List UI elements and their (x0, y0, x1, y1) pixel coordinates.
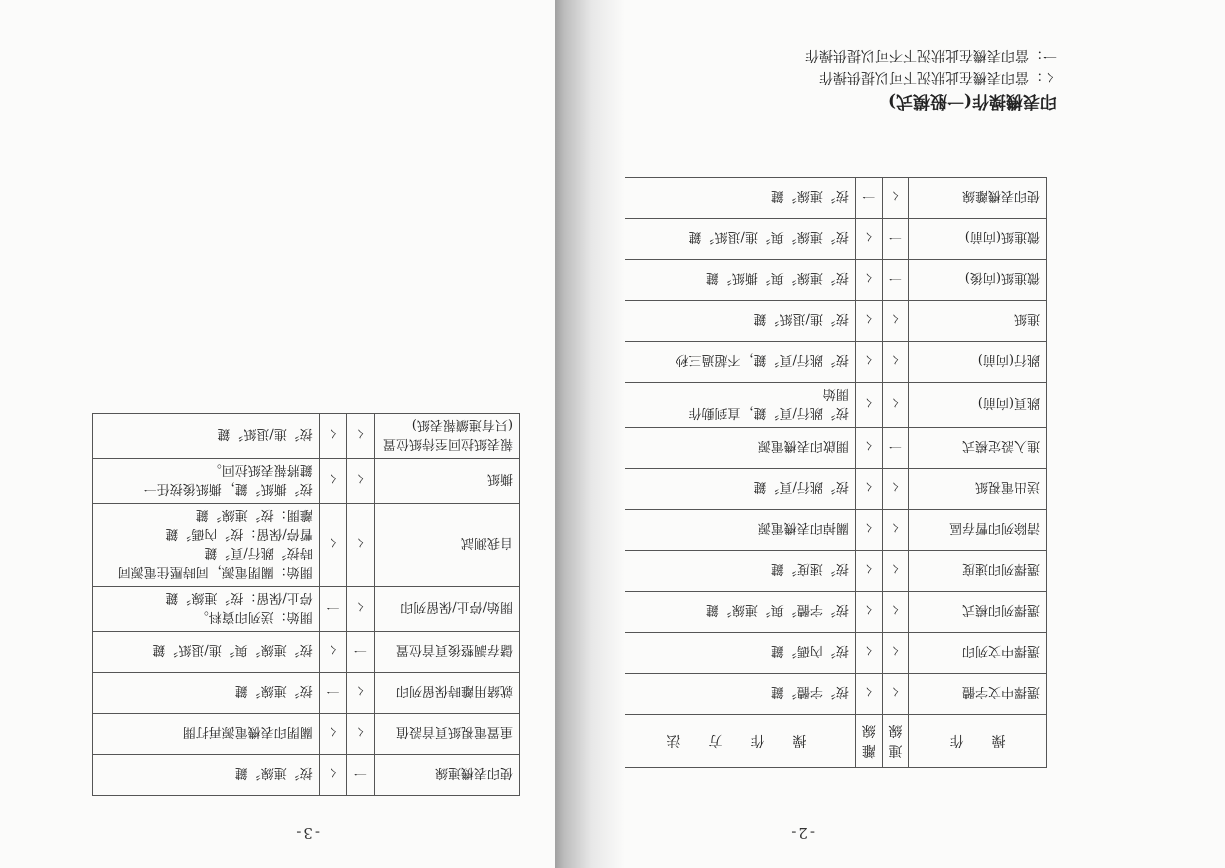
offline-mark: 一 (319, 673, 346, 714)
method-line: 時按〞跳行/頁〞鍵 (204, 545, 313, 560)
page-number: -3- (294, 824, 320, 842)
online-mark: ㄑ (882, 178, 909, 219)
operation-cell: 清除列印暫存區 (909, 510, 1047, 551)
table-header-row (618, 715, 1047, 768)
method-line: 按〞速度〞鍵 (770, 561, 849, 577)
offline-mark: ㄑ (319, 632, 346, 673)
document-title: 印表機操作(一般模式) (887, 91, 1057, 111)
online-mark: ㄑ (347, 459, 374, 504)
online-mark: 一 (347, 755, 374, 796)
method-cell (93, 459, 320, 504)
offline-mark: ㄑ (855, 428, 882, 469)
table-row (618, 178, 1047, 219)
operation-cell: 選擇中文列印 (909, 633, 1047, 674)
method-cell (618, 301, 856, 342)
table-row (618, 383, 1047, 428)
online-mark: ㄑ (882, 633, 909, 674)
method-line: 按〞連線〞與〞進/退紙〞鍵 (152, 642, 313, 658)
method-cell (618, 219, 856, 260)
table-row (618, 428, 1047, 469)
operation-cell: 微進紙(向後) (909, 260, 1047, 301)
table-row (93, 459, 520, 504)
offline-mark: ㄑ (319, 714, 346, 755)
method-line: 開始：關閉電源，同時壓住電源同 (117, 564, 313, 579)
table-row (618, 674, 1047, 715)
operation-cell: 就緒用離時保留列印 (374, 673, 519, 714)
table-row (618, 301, 1047, 342)
operation-cell: 使印表機連線 (374, 755, 519, 796)
operation-cell: 送出電視紙 (909, 469, 1047, 510)
method-cell (618, 178, 856, 219)
table-row (618, 592, 1047, 633)
operation-cell: 選擇列印速度 (909, 551, 1047, 592)
operation-cell: 選擇中文字體 (909, 674, 1047, 715)
method-line: 按〞連線〞與〞進/退紙〞鍵 (688, 229, 849, 245)
method-cell (618, 551, 856, 592)
online-mark: ㄑ (347, 673, 374, 714)
online-mark: ㄑ (882, 674, 909, 715)
table-row (618, 551, 1047, 592)
online-mark: 一 (882, 428, 909, 469)
header-operation: 操 作 (909, 715, 1047, 768)
offline-mark: 一 (319, 587, 346, 632)
table-row (93, 414, 520, 459)
offline-mark: 一 (855, 178, 882, 219)
method-line: 暫停/保留：按〞內碼〞鍵 (165, 526, 313, 541)
page-2 (565, 0, 1225, 868)
method-line: 開始 (822, 386, 849, 401)
header-method: 操 作 方 法 (618, 715, 856, 768)
operation-table-body (618, 178, 1047, 715)
table-row (93, 755, 520, 796)
online-mark: ㄑ (882, 383, 909, 428)
operation-cell: 開始/停止/保留列印 (374, 587, 519, 632)
method-line: 開啟印表機電源 (757, 438, 849, 454)
offline-mark: ㄑ (319, 755, 346, 796)
method-line: 按〞進/退紙〞鍵 (217, 426, 313, 442)
method-line: 按〞字體〞鍵 (770, 684, 849, 700)
online-mark: ㄑ (882, 510, 909, 551)
page-number: -2- (789, 824, 815, 842)
method-cell (618, 674, 856, 715)
method-line: 關閉印表機電源再打開 (182, 724, 313, 740)
online-mark: ㄑ (882, 551, 909, 592)
table-row (93, 714, 520, 755)
table-row (618, 469, 1047, 510)
header-offline: 離線 (855, 715, 882, 768)
online-mark: 一 (882, 260, 909, 301)
offline-mark: ㄑ (855, 301, 882, 342)
method-cell (618, 428, 856, 469)
header-online: 連線 (882, 715, 909, 768)
method-line: 按〞進/退紙〞鍵 (753, 311, 849, 327)
table-row (93, 587, 520, 632)
method-line: 按〞跳行/頁〞鍵，不超過三秒 (675, 352, 849, 368)
method-line: 開始：送列印資料。 (195, 609, 313, 624)
offline-mark: ㄑ (319, 504, 346, 587)
offline-mark: ㄑ (855, 633, 882, 674)
online-mark: ㄑ (882, 592, 909, 633)
method-cell (618, 510, 856, 551)
method-line: 按〞連線〞鍵 (234, 683, 313, 699)
table-row (93, 504, 520, 587)
operation-cell: 報表紙拉回至待紙位置(只有連續報表紙) (374, 414, 519, 459)
method-line: 按〞連線〞與〞撕紙〞鍵 (705, 270, 849, 286)
online-mark: ㄑ (882, 469, 909, 510)
operation-cell: 使印表機離線 (909, 178, 1047, 219)
method-line: 離開：按〞連線〞鍵 (195, 507, 313, 522)
offline-mark: ㄑ (855, 342, 882, 383)
method-line: 按〞內碼〞鍵 (770, 643, 849, 659)
offline-mark: ㄑ (319, 414, 346, 459)
online-mark: ㄑ (347, 504, 374, 587)
offline-mark: ㄑ (855, 551, 882, 592)
method-cell (618, 383, 856, 428)
operation-cell: 進入設定模式 (909, 428, 1047, 469)
operation-table-continued (92, 413, 520, 796)
table-row (618, 219, 1047, 260)
method-line: 按〞跳行/頁〞鍵 (753, 479, 849, 495)
table-row (618, 510, 1047, 551)
table-row (618, 633, 1047, 674)
method-line: 按〞字體〞與〞連線〞鍵 (705, 602, 849, 618)
table-row (93, 673, 520, 714)
method-cell (618, 633, 856, 674)
offline-mark: ㄑ (319, 459, 346, 504)
operation-cell: 跳頁(向前) (909, 383, 1047, 428)
method-cell (618, 342, 856, 383)
method-line: 按〞連線〞鍵 (234, 765, 313, 781)
method-line: 鍵將報表紙拉回。 (208, 462, 313, 477)
method-cell (93, 414, 320, 459)
offline-mark: ㄑ (855, 674, 882, 715)
operation-cell: 進紙 (909, 301, 1047, 342)
operation-cell: 撕紙 (374, 459, 519, 504)
method-line: 關掉印表機電源 (757, 520, 849, 536)
online-mark: 一 (347, 632, 374, 673)
online-mark: ㄑ (347, 414, 374, 459)
method-cell (93, 632, 320, 673)
method-cell (618, 469, 856, 510)
offline-mark: ㄑ (855, 260, 882, 301)
offline-mark: ㄑ (855, 510, 882, 551)
operation-cell: 微進紙(向前) (909, 219, 1047, 260)
legend-available: ㄑ：當印表機在此狀況下可以提供操作 (819, 69, 1057, 85)
offline-mark: ㄑ (855, 592, 882, 633)
online-mark: ㄑ (882, 301, 909, 342)
method-cell (93, 673, 320, 714)
offline-mark: ㄑ (855, 383, 882, 428)
table-row (93, 632, 520, 673)
method-cell (93, 755, 320, 796)
online-mark: 一 (882, 219, 909, 260)
operation-cell: 選擇列印模式 (909, 592, 1047, 633)
offline-mark: ㄑ (855, 219, 882, 260)
method-line: 按〞連線〞鍵 (770, 188, 849, 204)
table-row (618, 342, 1047, 383)
method-cell (93, 714, 320, 755)
offline-mark: ㄑ (855, 469, 882, 510)
method-line: 按〞撕紙〞鍵，撕紙後按任一 (143, 481, 313, 496)
operation-cell: 儲存調整後頁首位置 (374, 632, 519, 673)
table-row (618, 260, 1047, 301)
online-mark: ㄑ (347, 587, 374, 632)
method-cell (618, 592, 856, 633)
operation-table-continued-body (93, 414, 520, 796)
method-cell (93, 504, 320, 587)
method-cell (618, 260, 856, 301)
operation-cell: 跳行(向前) (909, 342, 1047, 383)
method-line: 停止/保留：按〞連線〞鍵 (165, 590, 313, 605)
online-mark: ㄑ (882, 342, 909, 383)
operation-cell: 自我測試 (374, 504, 519, 587)
method-line: 按〞跳行/頁〞鍵，直到動作 (688, 405, 849, 420)
online-mark: ㄑ (347, 714, 374, 755)
operation-cell: 重置電視紙頁首設值 (374, 714, 519, 755)
operation-table (617, 177, 1047, 768)
method-cell (93, 587, 320, 632)
legend-unavailable: 一：當印表機在此狀況下不可以提供操作 (805, 47, 1057, 63)
